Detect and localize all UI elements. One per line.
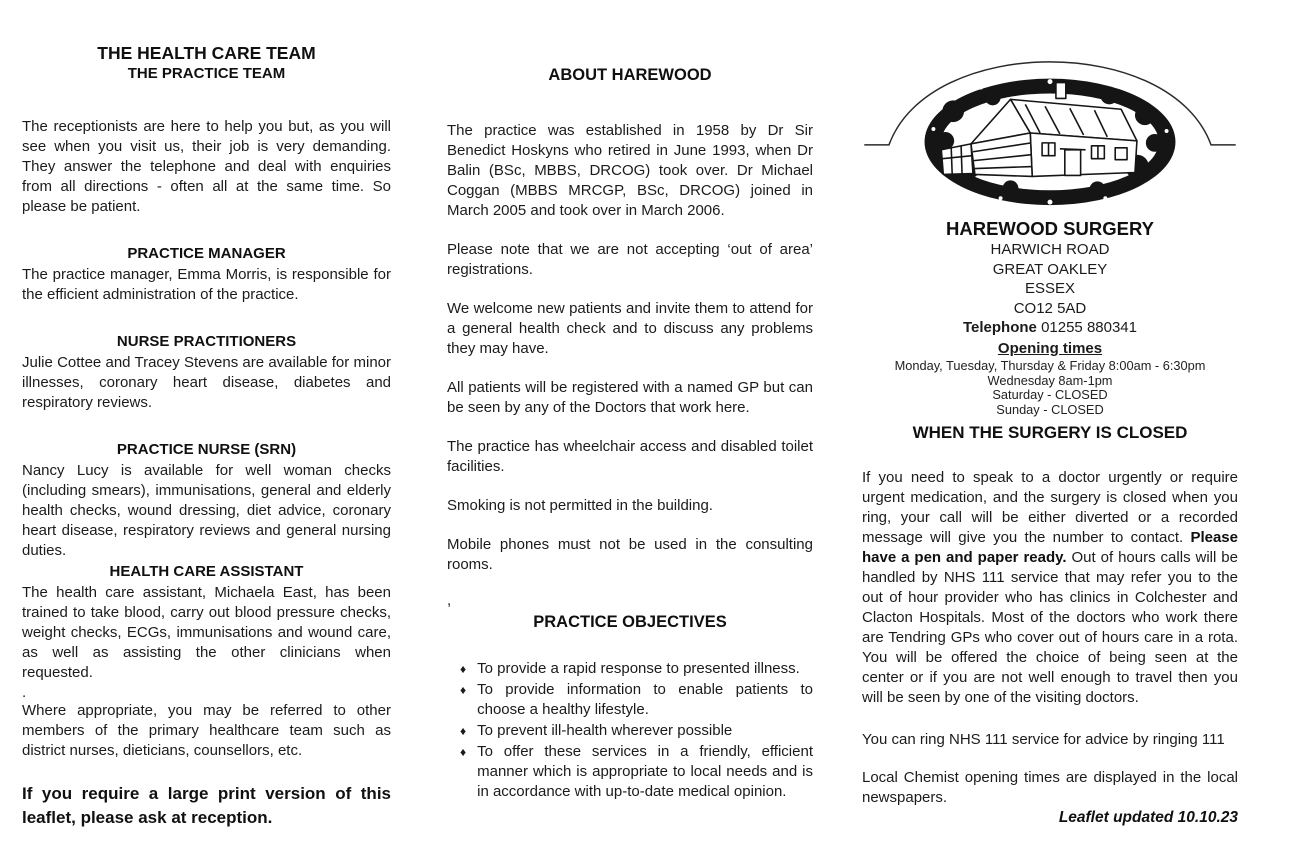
- surgery-name: HAREWOOD SURGERY: [946, 218, 1154, 239]
- objective-item: [460, 680, 813, 720]
- house-in-oval-emblem-icon: [862, 50, 1238, 213]
- health-care-assistant-heading: HEALTH CARE ASSISTANT: [109, 563, 304, 580]
- surgery-info-column: [862, 0, 1238, 828]
- nhs-111-line: You can ring NHS 111 service for advice by ringing 111: [862, 731, 1225, 748]
- objective-text: To prevent ill-health wherever possible: [477, 722, 733, 739]
- objective-text: To offer these services in a friendly, efficient manner which is appropriate to local needs and is in accordance with up-to-date medical opinion.: [477, 743, 813, 800]
- referral-paragraph: Where appropriate, you may be referred to other members of the primary healthcare team such as district nurses, dieticians, counsellors, etc.: [22, 702, 391, 759]
- objective-item: [460, 742, 813, 802]
- leaflet-updated-note: Leaflet updated 10.10.23: [1058, 809, 1238, 826]
- opening-times-weekdays: Monday, Tuesday, Thursday & Friday 8:00am - 6:30pm: [894, 358, 1206, 373]
- history-paragraph: The practice was established in 1958 by Dr Sir Benedict Hoskyns who retired in June 1993, when Dr Balin (BSc, MBBS, DRCOG) took over. Dr Michael Coggan (MBBS MRCGP, BSc, DRCOG) joined in March 2005 and took over in March 2006.: [447, 122, 813, 219]
- closed-text-rest: Out of hours calls will be handled by NHS 111 service that may refer you to the out of hour provider who has clinics in Colchester and Clacton Hospitals. Most of the doctors who work there are Tendring GPs who cover out of hours care in a rota. You will be offered the choice of being seen at the center or if you are not well enough to travel then you will be seen by one of the visiting doctors.: [862, 549, 1238, 706]
- diamond-bullet-icon: ♦: [460, 683, 467, 697]
- nurse-practitioners-section: [22, 332, 391, 413]
- practice-nurse-heading: PRACTICE NURSE (SRN): [116, 441, 297, 458]
- wheelchair-access-paragraph: The practice has wheelchair access and disabled toilet facilities.: [447, 438, 813, 475]
- about-harewood-title: ABOUT HAREWOOD: [548, 66, 712, 84]
- diamond-bullet-icon: ♦: [460, 662, 467, 676]
- large-print-note: If you require a large print version of this leaflet, please ask at reception.: [22, 784, 391, 827]
- address-line-postcode: CO12 5AD: [1013, 299, 1087, 317]
- receptionists-paragraph: The receptionists are here to help you but, as you will see when you visit us, their job is very demanding. They answer the telephone and deal with enquiries from all directions - often all at the same time. So please be patient.: [22, 118, 391, 215]
- practice-manager-heading: PRACTICE MANAGER: [127, 245, 286, 262]
- objective-text: To provide a rapid response to presented illness.: [477, 660, 800, 677]
- address-line-county: ESSEX: [1024, 280, 1076, 297]
- opening-times-title: Opening times: [997, 340, 1103, 357]
- telephone-number: 01255 880341: [1041, 319, 1137, 336]
- new-patients-paragraph: We welcome new patients and invite them to attend for a general health check and to discuss any problems they may have.: [447, 300, 813, 357]
- about-harewood-column: [447, 0, 813, 803]
- nurse-practitioners-heading: NURSE PRACTITIONERS: [116, 333, 297, 350]
- surgery-logo: [862, 50, 1238, 213]
- health-care-team-column: [22, 0, 391, 830]
- objective-item: [460, 721, 813, 741]
- practice-nurse-body: Nancy Lucy is available for well woman checks (including smears), immunisations, general and elderly health checks, wound dressing, diet advice, coronary heart disease, respiratory reviews and general nursing duties.: [22, 462, 391, 559]
- health-care-assistant-section: [22, 562, 391, 683]
- mobile-phones-paragraph: Mobile phones must not be used in the consulting rooms.: [447, 536, 813, 573]
- stray-comma: ,: [447, 592, 452, 609]
- practice-manager-body: The practice manager, Emma Morris, is responsible for the efficient administration of the practice.: [22, 266, 391, 303]
- when-closed-paragraph: [862, 468, 1238, 708]
- practice-manager-section: [22, 244, 391, 305]
- practice-objectives-title: PRACTICE OBJECTIVES: [533, 613, 727, 631]
- closed-text-lead: If you need to speak to a doctor urgently or require urgent medication, and the surgery is closed when you ring, your call will be either diverted or a recorded message will give you the number to contact.: [862, 469, 1238, 546]
- pen-and-paper-bold-text: Please have a pen and paper ready.: [862, 529, 1238, 566]
- objective-text: To provide information to enable patients to choose a healthy lifestyle.: [477, 681, 813, 718]
- telephone-line: [862, 318, 1238, 338]
- nurse-practitioners-body: Julie Cottee and Tracey Stevens are available for minor illnesses, coronary heart disease, diabetes and respiratory reviews.: [22, 354, 391, 411]
- address-line-town: GREAT OAKLEY: [992, 260, 1108, 278]
- telephone-label: Telephone: [962, 319, 1037, 336]
- left-column-subtitle: THE PRACTICE TEAM: [127, 65, 286, 82]
- practice-objectives-list: [447, 659, 813, 802]
- left-column-title: THE HEALTH CARE TEAM: [97, 43, 316, 63]
- health-care-assistant-body: The health care assistant, Michaela East, has been trained to take blood, carry out blood pressure checks, weight checks, ECGs, immunisations and wound care, as well as assisting the other clinicians when requested.: [22, 584, 391, 681]
- opening-times-wednesday: Wednesday 8am-1pm: [987, 372, 1113, 388]
- practice-nurse-section: [22, 440, 391, 561]
- objective-item: [460, 659, 813, 679]
- opening-times-saturday: Saturday - CLOSED: [992, 387, 1108, 402]
- local-chemist-paragraph: Local Chemist opening times are displayed in the local newspapers.: [862, 769, 1238, 806]
- smoking-paragraph: Smoking is not permitted in the building.: [447, 497, 713, 514]
- out-of-area-paragraph: Please note that we are not accepting ‘out of area’ registrations.: [447, 241, 813, 278]
- opening-times-sunday: Sunday - CLOSED: [996, 401, 1104, 417]
- address-line-road: HARWICH ROAD: [990, 241, 1110, 258]
- when-closed-title: WHEN THE SURGERY IS CLOSED: [912, 423, 1188, 442]
- diamond-bullet-icon: ♦: [460, 724, 467, 738]
- stray-period: .: [22, 684, 27, 701]
- diamond-bullet-icon: ♦: [460, 745, 467, 759]
- named-gp-paragraph: All patients will be registered with a named GP but can be seen by any of the Doctors that work here.: [447, 379, 813, 416]
